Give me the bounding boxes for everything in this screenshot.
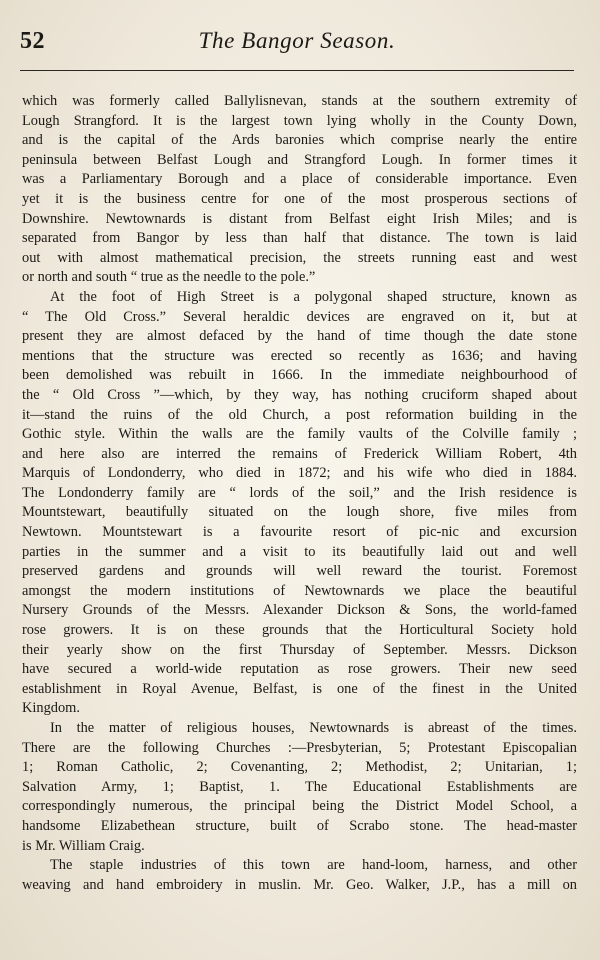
text-line: and here also are interred the remains of Frederick William Robert, 4th xyxy=(22,445,577,462)
text-line: Salvation Army, 1; Baptist, 1. The Educational Establishments are xyxy=(22,778,577,795)
text-line: Mountstewart, beautifully situated on the lough shore, five miles from xyxy=(22,504,577,521)
page-number: 52 xyxy=(20,28,45,54)
text-line: was a Parliamentary Borough and a place of considerable importance. Even xyxy=(22,171,577,188)
text-line: In the matter of religious houses, Newtownards is abreast of the times. xyxy=(50,720,577,736)
text-line: The staple industries of this town are hand-loom, harness, and other xyxy=(50,857,577,874)
text-line: Downshire. Newtownards is distant from Belfast eight Irish Miles; and is xyxy=(22,210,577,227)
text-line: Lough Strangford. It is the largest town lying wholly in the County Down, xyxy=(22,112,577,129)
text-line: present they are almost defaced by the hand of time though the date stone xyxy=(22,328,577,345)
running-title: The Bangor Season. xyxy=(198,28,396,53)
text-line: peninsula between Belfast Lough and Strangford Lough. In former times it xyxy=(22,151,577,168)
text-line: out with almost mathematical precision, the streets running east and west xyxy=(22,249,577,266)
text-line: correspondingly numerous, the principal being the District Model School, a xyxy=(22,798,577,815)
text-line: Newtown. Mountstewart is a favourite resort of pic-nic and excursion xyxy=(22,524,577,541)
text-line: Nursery Grounds of the Messrs. Alexander Dickson & Sons, the world-famed xyxy=(22,602,577,619)
text-line: which was formerly called Ballylisnevan, stands at the southern extremity of xyxy=(22,93,577,109)
text-line: yet it is the business centre for one of the most prosperous sections of xyxy=(22,190,577,207)
text-line: mentions that the structure was erected so recently as 1636; and having xyxy=(22,347,577,364)
text-line: preserved gardens and grounds will well reward the tourist. Foremost xyxy=(22,563,577,580)
text-line: separated from Bangor by less than half that distance. The town is laid xyxy=(22,230,577,247)
text-line: it—stand the ruins of the old Church, a post reformation building in the xyxy=(22,406,577,423)
text-line: the “ Old Cross ”—which, by they way, has nothing cruciform shaped about xyxy=(22,386,577,403)
text-line: Marquis of Londonderry, who died in 1872; and his wife who died in 1884. xyxy=(22,465,577,482)
text-line: establishment in Royal Avenue, Belfast, is one of the finest in the United xyxy=(22,680,577,697)
text-line: is Mr. William Craig. xyxy=(22,837,145,854)
text-line: or north and south “ true as the needle to the pole.” xyxy=(22,269,316,286)
text-line: have secured a world-wide reputation as rose growers. Their new seed xyxy=(22,661,577,678)
text-line: and is the capital of the Ards baronies which comprise nearly the entire xyxy=(22,132,577,149)
text-line: weaving and hand embroidery in muslin. Mr. Geo. Walker, J.P., has a mill on xyxy=(22,876,577,893)
page-header xyxy=(20,24,574,64)
text-line: been demolished was rebuilt in 1666. In the immediate neighbourhood of xyxy=(22,367,577,384)
text-line: rose growers. It is on these grounds that the Horticultural Society hold xyxy=(22,622,577,639)
text-line: At the foot of High Street is a polygonal shaped structure, known as xyxy=(50,288,577,305)
text-line: Kingdom. xyxy=(22,700,80,717)
header-rule xyxy=(20,70,574,71)
text-line: their yearly show on the first Thursday of September. Messrs. Dickson xyxy=(22,641,577,658)
body-text xyxy=(22,92,577,895)
text-line: amongst the modern institutions of Newtownards we place the beautiful xyxy=(22,582,577,599)
text-line: parties in the summer and a visit to its beautifully laid out and well xyxy=(22,543,577,560)
text-line: The Londonderry family are “ lords of the soil,” and the Irish residence is xyxy=(22,484,577,501)
text-line: “ The Old Cross.” Several heraldic devices are engraved on it, but at xyxy=(22,308,577,325)
text-line: Gothic style. Within the walls are the family vaults of the Colville family ; xyxy=(22,426,577,443)
text-line: 1; Roman Catholic, 2; Covenanting, 2; Methodist, 2; Unitarian, 1; xyxy=(22,759,577,776)
text-line: There are the following Churches :—Presbyterian, 5; Protestant Episcopalian xyxy=(22,739,577,756)
text-line: handsome Elizabethean structure, built of Scrabo stone. The head-master xyxy=(22,817,577,834)
